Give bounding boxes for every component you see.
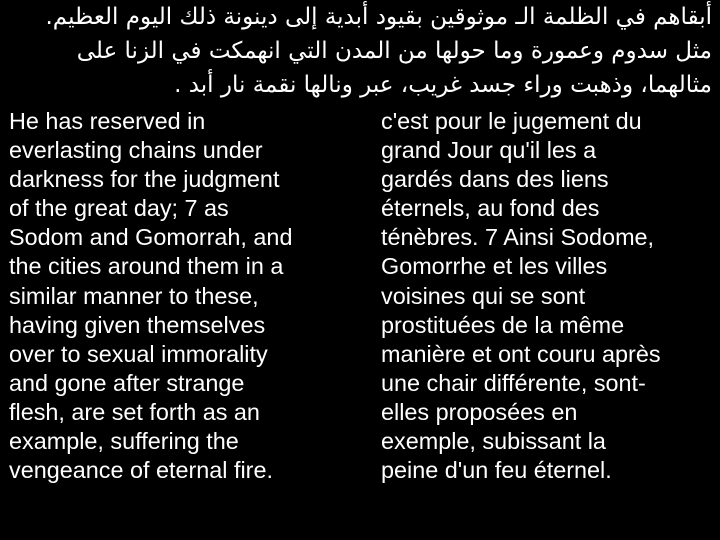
- french-line: peine d'un feu éternel.: [381, 457, 612, 484]
- english-line: vengeance of eternal fire.: [9, 457, 273, 484]
- english-line: the cities around them in a: [9, 253, 284, 280]
- french-line: Gomorrhe et les villes: [381, 253, 608, 280]
- arabic-line: أبقاهم في الظلمة الـ موثوقين بقيود أبدية إلى دينونة ذلك اليوم العظيم.: [45, 4, 712, 30]
- french-line: elles proposées en: [381, 398, 578, 425]
- french-text-column: [381, 107, 716, 485]
- french-line: c'est pour le jugement du: [381, 108, 642, 134]
- arabic-line: مثل سدوم وعمورة وما حولها من المدن التي انهمكت في الزنا على: [76, 38, 712, 64]
- french-line: grand Jour qu'il les a: [381, 137, 597, 164]
- french-line: voisines qui se sont: [381, 282, 586, 309]
- french-line: gardés dans des liens: [381, 166, 609, 193]
- english-line: over to sexual immorality: [9, 340, 268, 367]
- french-line: exemple, subissant la: [381, 428, 606, 455]
- arabic-text-block: [4, 0, 712, 102]
- english-line: and gone after strange: [9, 369, 245, 396]
- english-line: having given themselves: [9, 311, 266, 338]
- arabic-line: مثالهما، وذهبت وراء جسد غريب، عبر ونالها نقمة نار أبد .: [174, 72, 712, 98]
- english-line: He has reserved in: [9, 108, 206, 134]
- french-line: ténèbres. 7 Ainsi Sodome,: [381, 224, 655, 251]
- english-line: everlasting chains under: [9, 137, 263, 164]
- french-line: éternels, au fond des: [381, 195, 600, 222]
- english-line: of the great day; 7 as: [9, 195, 229, 222]
- english-line: example, suffering the: [9, 428, 239, 455]
- english-line: similar manner to these,: [9, 282, 259, 309]
- english-line: flesh, are set forth as an: [9, 398, 260, 425]
- french-line: une chair différente, sont-: [381, 369, 646, 396]
- french-line: prostituées de la même: [381, 311, 625, 338]
- english-line: darkness for the judgment: [9, 166, 280, 193]
- french-line: manière et ont couru après: [381, 340, 661, 367]
- english-line: Sodom and Gomorrah, and: [9, 224, 293, 251]
- english-text-column: [9, 107, 359, 485]
